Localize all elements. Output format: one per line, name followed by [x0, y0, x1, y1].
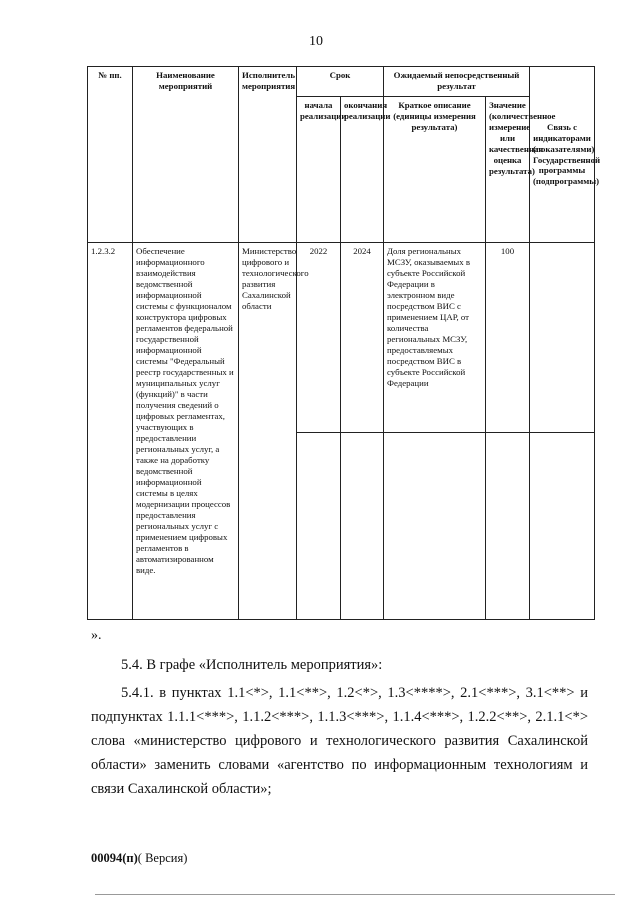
- row-result-value: 100: [486, 243, 530, 433]
- header-result-desc: Краткое описание (единицы измерения результата): [384, 97, 486, 243]
- row-end: 2024: [341, 243, 384, 433]
- header-result: Ожидаемый непосредственный результат: [384, 67, 530, 97]
- empty-cell: [530, 433, 595, 620]
- header-executor: Исполнитель мероприятия: [239, 67, 297, 243]
- header-name: Наименование мероприятий: [133, 67, 239, 243]
- header-term-start: начала реализации: [297, 97, 341, 243]
- closing-quote: ».: [91, 628, 102, 643]
- header-link: Связь с индикаторами (показателями) Государственной программы (подпрограммы): [530, 67, 595, 243]
- empty-cell: [297, 433, 341, 620]
- page-number: 10: [309, 34, 323, 49]
- activities-table: [87, 66, 601, 620]
- header-result-value: Значение (количественное измерение или качественная оценка результата): [486, 97, 530, 243]
- row-result-desc: Доля региональных МСЗУ, оказываемых в субъекте Российской Федерации в электронном виде посредством ВИС с применением ЦАР, от количества региональных МСЗУ, предоставляемых посредством ВИС в субъекте Российской Федерации: [384, 243, 486, 433]
- header-term-end: окончания реализации: [341, 97, 384, 243]
- header-num: № пп.: [88, 67, 133, 243]
- empty-cell: [486, 433, 530, 620]
- bottom-rule: [95, 894, 615, 895]
- empty-cell: [341, 433, 384, 620]
- row-executor: Министерство цифрового и технологического развития Сахалинской области: [239, 243, 297, 620]
- paragraph-5-4-1: 5.4.1. в пунктах 1.1<*>, 1.1<**>, 1.2<*>, 1.3<****>, 2.1<***>, 3.1<**> и подпунктах 1.1.1<***>, 1.1.2<***>, 1.1.3<***>, 1.1.4<***>, 1.2.2<**>, 2.1.1<*> слова «министерство цифрового и технологического развития Сахалинской области» заменить словами «агентство по информационным технологиям и связи Сахалинской области»;: [91, 685, 588, 797]
- row-name: Обеспечение информационного взаимодействия ведомственной информационной системы с функционалом конструктора цифровых регламентов федеральной государственной информационной системы "Федеральный реестр государственных и муниципальных услуг (функций)" в части получения сведений о цифровых регламентах, участвующих в предоставлении региональных услуг, а также на доработку ведомственной информационной системы в целях модернизации процессов предоставления региональных услуг с применением цифровых регламентов в автоматизированном виде.: [133, 243, 239, 620]
- row-start: 2022: [297, 243, 341, 433]
- table-row: [88, 243, 595, 433]
- document-version: ( Версия): [137, 851, 188, 865]
- header-term: Срок: [297, 67, 384, 97]
- paragraph-5-4: 5.4. В графе «Исполнитель мероприятия»:: [121, 657, 383, 673]
- document-code: 00094(п): [91, 851, 138, 865]
- empty-cell: [384, 433, 486, 620]
- document-footer: [91, 851, 187, 866]
- row-num: 1.2.3.2: [88, 243, 133, 620]
- row-link: [530, 243, 595, 433]
